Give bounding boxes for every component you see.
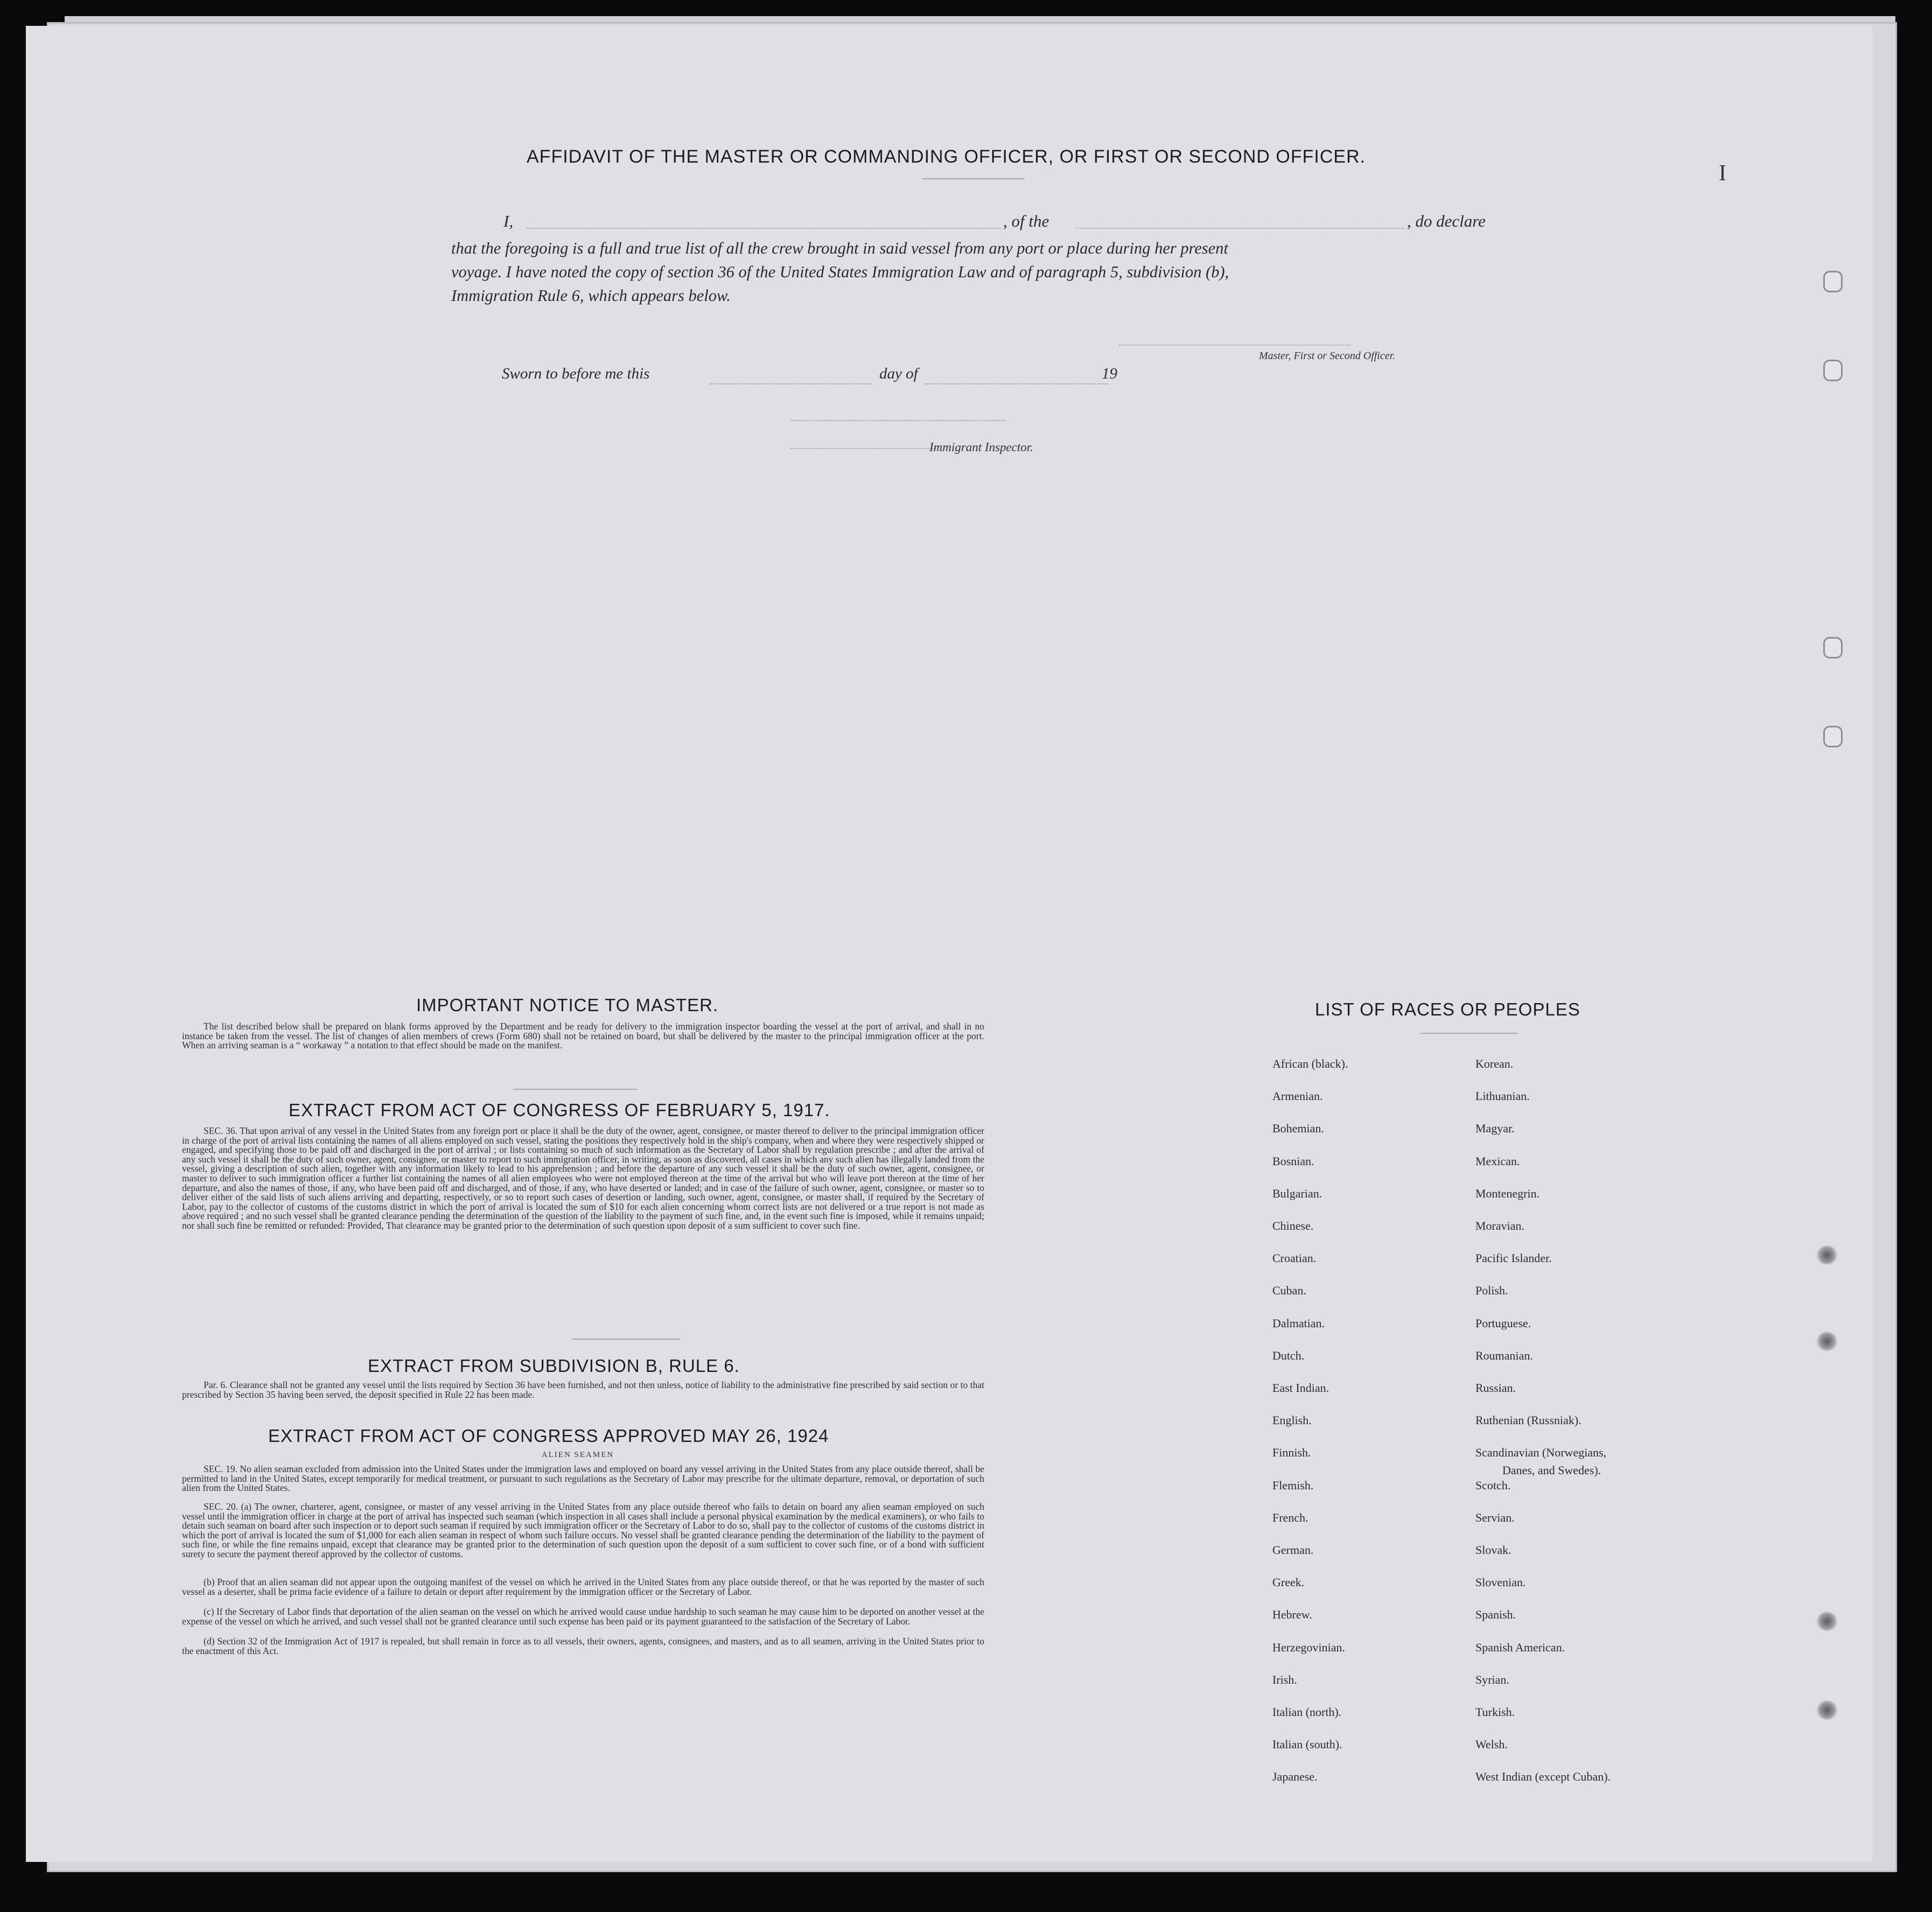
binder-hole <box>1823 271 1843 292</box>
extract-1924-sec20b: (b) Proof that an alien seaman did not appear upon the outgoing manifest of the vessel on which he arrived in the United States from any place outside thereof, or that he was reported by the master of such vessel as a deserter, shall be prima facie evidence of a failure to detain or deport after requirement by the immigration officer or the Secretary of Labor. <box>182 1577 984 1597</box>
race-item: Slovenian. <box>1475 1575 1526 1589</box>
extract-rule6-title: EXTRACT FROM SUBDIVISION B, RULE 6. <box>368 1356 740 1376</box>
corner-mark: I <box>1719 161 1726 186</box>
race-item: Montenegrin. <box>1475 1186 1540 1200</box>
ink-blot <box>1816 1700 1838 1720</box>
race-item: Portuguese. <box>1475 1316 1531 1330</box>
race-item: Spanish American. <box>1475 1640 1565 1654</box>
form-page <box>26 26 1873 1862</box>
race-item: Syrian. <box>1475 1672 1509 1686</box>
race-item: Cuban. <box>1272 1284 1306 1298</box>
ink-blot <box>1816 1612 1838 1631</box>
affidavit-line-4: Immigration Rule 6, which appears below. <box>451 286 731 305</box>
race-item: Herzegovinian. <box>1272 1640 1345 1654</box>
master-signature-line <box>1119 345 1350 346</box>
inspector-signature-line <box>790 420 1006 421</box>
race-item: Ruthenian (Russniak). <box>1475 1413 1581 1427</box>
affidavit-vessel-blank <box>1076 228 1404 229</box>
race-item: Hebrew. <box>1272 1608 1312 1622</box>
sworn-month-blank <box>925 383 1108 384</box>
race-scandinavian-continued: Danes, and Swedes). <box>1502 1463 1601 1477</box>
race-item: Turkish. <box>1475 1705 1515 1719</box>
race-item: English. <box>1272 1413 1312 1427</box>
race-item: Pacific Islander. <box>1475 1251 1552 1265</box>
extract-1924-sec20d: (d) Section 32 of the Immigration Act of 1917 is repealed, but shall remain in force as to all vessels, their owners, agents, consignees, and masters, and as to all seamen, arriving in the United States prior to the enactment of this Act. <box>182 1636 984 1656</box>
affidavit-do-declare: , do declare <box>1407 212 1486 230</box>
race-item: Armenian. <box>1272 1089 1323 1103</box>
day-of-label: day of <box>879 365 918 382</box>
race-item: Italian (north). <box>1272 1705 1342 1719</box>
ink-blot <box>1816 1245 1838 1265</box>
notice-text: The list described below shall be prepared on blank forms approved by the Department and be ready for delivery to the immigration inspector boarding the vessel at the port of arrival, and shall in no instance be taken from the vessel. The list of changes of alien members of crews (Form 680) shall not be retained on board, but shall be delivered by the master to the principal immigration officer at the port. When an arriving seaman is a “ workaway ” a notation to that effect should be made on the manifest. <box>182 1021 984 1051</box>
notice-title: IMPORTANT NOTICE TO MASTER. <box>416 995 719 1015</box>
extract-1917-text: SEC. 36. That upon arrival of any vessel in the United States from any foreign port or place it shall be the duty of the owner, agent, consignee, or master thereof to deliver to the principal immigration officer in charge of the port of arrival lists containing the names of all aliens employed on such vessel, stating the positions they respectively hold in the ship's company, when and where they were respectively shipped or engaged, and specifying those to be paid off and discharged in the port of arrival ; or lists containing so much of such information as the Secretary of Labor shall by regulation prescribe ; and after the arrival of any such vessel it shall be the duty of such owner, agent, consignee, or master to report to such immigration officer, in writing, as soon as discovered, all cases in which any such alien has illegally landed from the vessel, giving a description of such alien, together with any information likely to lead to his apprehension ; and before the departure of any such vessel it shall be the duty of such owner, agent, consignee, or master to deliver to such immigration officer a further list containing the names of all alien employees who were not employed thereon at the time of the arrival but who will leave port thereon at the time of her departure, and also the names of those, if any, who have been paid off and discharged, and of those, if any, who have deserted or landed; and in case of the failure of such owner, agent, consignee, or master so to deliver either of the said lists of such aliens arriving and departing, respectively, or so to report such cases of desertion or landing, such owner, agent, consignee, or master shall, if required by the Secretary of Labor, pay to the collector of customs of the customs district in which the port of arrival is located the sum of $10 for each alien concerning whom correct lists are not delivered or a true report is not made as above required ; and no such vessel shall be granted clearance pending the determination of the question of the liability to the payment of such fine, and, in the event such fine is imposed, while it remains unpaid; nor shall such fine be remitted or refunded: Provided, That clearance may be granted prior to the determination of such question upon deposit of a sum sufficient to cover such fine. <box>182 1125 984 1231</box>
race-item: East Indian. <box>1272 1381 1329 1395</box>
race-item: Magyar. <box>1475 1122 1515 1136</box>
race-item: Chinese. <box>1272 1219 1314 1232</box>
race-item: Bulgarian. <box>1272 1186 1322 1200</box>
binder-hole <box>1823 637 1843 659</box>
race-item: Mexican. <box>1475 1154 1520 1168</box>
race-item: Japanese. <box>1272 1770 1318 1784</box>
race-item: Italian (south). <box>1272 1738 1342 1752</box>
race-item: Moravian. <box>1475 1219 1525 1232</box>
affidavit-of-the: , of the <box>1003 212 1049 230</box>
extract-1924-sec20c: (c) If the Secretary of Labor finds that deportation of the alien seaman on the vessel on which he arrived would cause undue hardship to such seaman he may cause him to be deported on another vessel at the expense of the vessel on which he arrived, and such vessel shall not be granted clearance until such expense has been paid or its payment guaranteed to the satisfaction of the Secretary of Labor. <box>182 1606 984 1627</box>
race-item: Scandinavian (Norwegians, <box>1475 1446 1607 1460</box>
extract-1924-sec20a: SEC. 20. (a) The owner, charterer, agent, consignee, or master of any vessel arriving in the United States from any place outside thereof who fails to detain on board any alien seaman employed on such vessel until the immigration officer in charge at the port of arrival has inspected such seaman (which inspection in all cases shall include a personal physical examination by the medical examiners), or who fails to detain such seaman on board after such inspection or to deport such seaman if required by such immigration officer or the Secretary of Labor to do so, shall pay to the collector of customs of the customs district in which the port of arrival is located the sum of $1,000 for each alien seaman in respect of whom such failure occurs. No vessel shall be granted clearance pending the determination of the liability to the payment of such fine, or while the fine remains unpaid, except that clearance may be granted prior to the determination of such question upon the deposit of a sum sufficient to cover such fine, or of a bond with sufficient surety to secure the payment thereof approved by the collector of customs. <box>182 1501 984 1559</box>
race-item: Bosnian. <box>1272 1154 1314 1168</box>
race-item: Slovak. <box>1475 1543 1511 1557</box>
race-item: Scotch. <box>1475 1478 1511 1492</box>
race-item: Finnish. <box>1272 1446 1311 1460</box>
race-item: Dalmatian. <box>1272 1316 1325 1330</box>
ink-blot <box>1816 1332 1838 1351</box>
affidavit-line-3: voyage. I have noted the copy of section 36 of the United States Immigration Law and of paragraph 5, subdivision (b), <box>451 263 1229 281</box>
race-item: Roumanian. <box>1475 1348 1533 1362</box>
alien-seamen-subtitle: ALIEN SEAMEN <box>541 1451 614 1459</box>
affidavit-line-2: that the foregoing is a full and true list of all the crew brought in said vessel from any port or place during her present <box>451 239 1229 257</box>
affidavit-i: I, <box>503 212 514 230</box>
extract-rule6-text: Par. 6. Clearance shall not be granted any vessel until the lists required by Section 36 have been furnished, and not then unless, notice of liability to the administrative fine prescribed by said section or to that prescribed by Section 35 having been served, the deposit specified in Rule 22 has been made. <box>182 1379 984 1400</box>
race-item: Greek. <box>1272 1575 1305 1589</box>
notice-rule <box>513 1089 637 1090</box>
extract-1924-title: EXTRACT FROM ACT OF CONGRESS APPROVED MAY 26, 1924 <box>268 1426 829 1446</box>
races-title: LIST OF RACES OR PEOPLES <box>1315 999 1580 1019</box>
race-item: Welsh. <box>1475 1738 1508 1752</box>
sworn-day-blank <box>710 383 871 384</box>
race-item: French. <box>1272 1510 1308 1524</box>
race-item: Lithuanian. <box>1475 1089 1530 1103</box>
race-item: Dutch. <box>1272 1348 1305 1362</box>
extract-1917-title: EXTRACT FROM ACT OF CONGRESS OF FEBRUARY 5, 1917. <box>289 1100 830 1120</box>
affidavit-title: AFFIDAVIT OF THE MASTER OR COMMANDING OFFICER, OR FIRST OR SECOND OFFICER. <box>527 146 1366 167</box>
race-item: Servian. <box>1475 1510 1515 1524</box>
race-item: Polish. <box>1475 1284 1508 1298</box>
race-item: Korean. <box>1475 1057 1514 1070</box>
race-item: Spanish. <box>1475 1608 1516 1622</box>
race-item: West Indian (except Cuban). <box>1475 1770 1611 1784</box>
inspector-label: Immigrant Inspector. <box>929 440 1033 454</box>
affidavit-title-rule <box>922 178 1025 179</box>
race-item: Croatian. <box>1272 1251 1317 1265</box>
inspector-signature-line-2 <box>790 448 936 449</box>
race-item: Russian. <box>1475 1381 1516 1395</box>
sworn-before-label: Sworn to before me this <box>502 365 650 382</box>
extract-1917-rule <box>572 1339 680 1340</box>
affidavit-name-blank <box>527 228 1000 229</box>
race-item: Bohemian. <box>1272 1122 1324 1136</box>
year-prefix: 19 <box>1102 365 1117 382</box>
race-item: Irish. <box>1272 1672 1297 1686</box>
binder-hole <box>1823 726 1843 747</box>
races-title-rule <box>1420 1033 1517 1034</box>
binder-hole <box>1823 360 1843 381</box>
master-signature-label: Master, First or Second Officer. <box>1259 350 1396 362</box>
extract-1924-sec19: SEC. 19. No alien seaman excluded from admission into the United States under the immigration laws and employed on board any vessel arriving in the United States from any place outside thereof, shall be permitted to land in the United States, except temporarily for medical treatment, or pursuant to such regulations as the Secretary of Labor may prescribe for the ultimate departure, removal, or deportation of such alien from the United States. <box>182 1463 984 1494</box>
race-item: German. <box>1272 1543 1314 1557</box>
race-item: Flemish. <box>1272 1478 1314 1492</box>
race-item: African (black). <box>1272 1057 1348 1070</box>
